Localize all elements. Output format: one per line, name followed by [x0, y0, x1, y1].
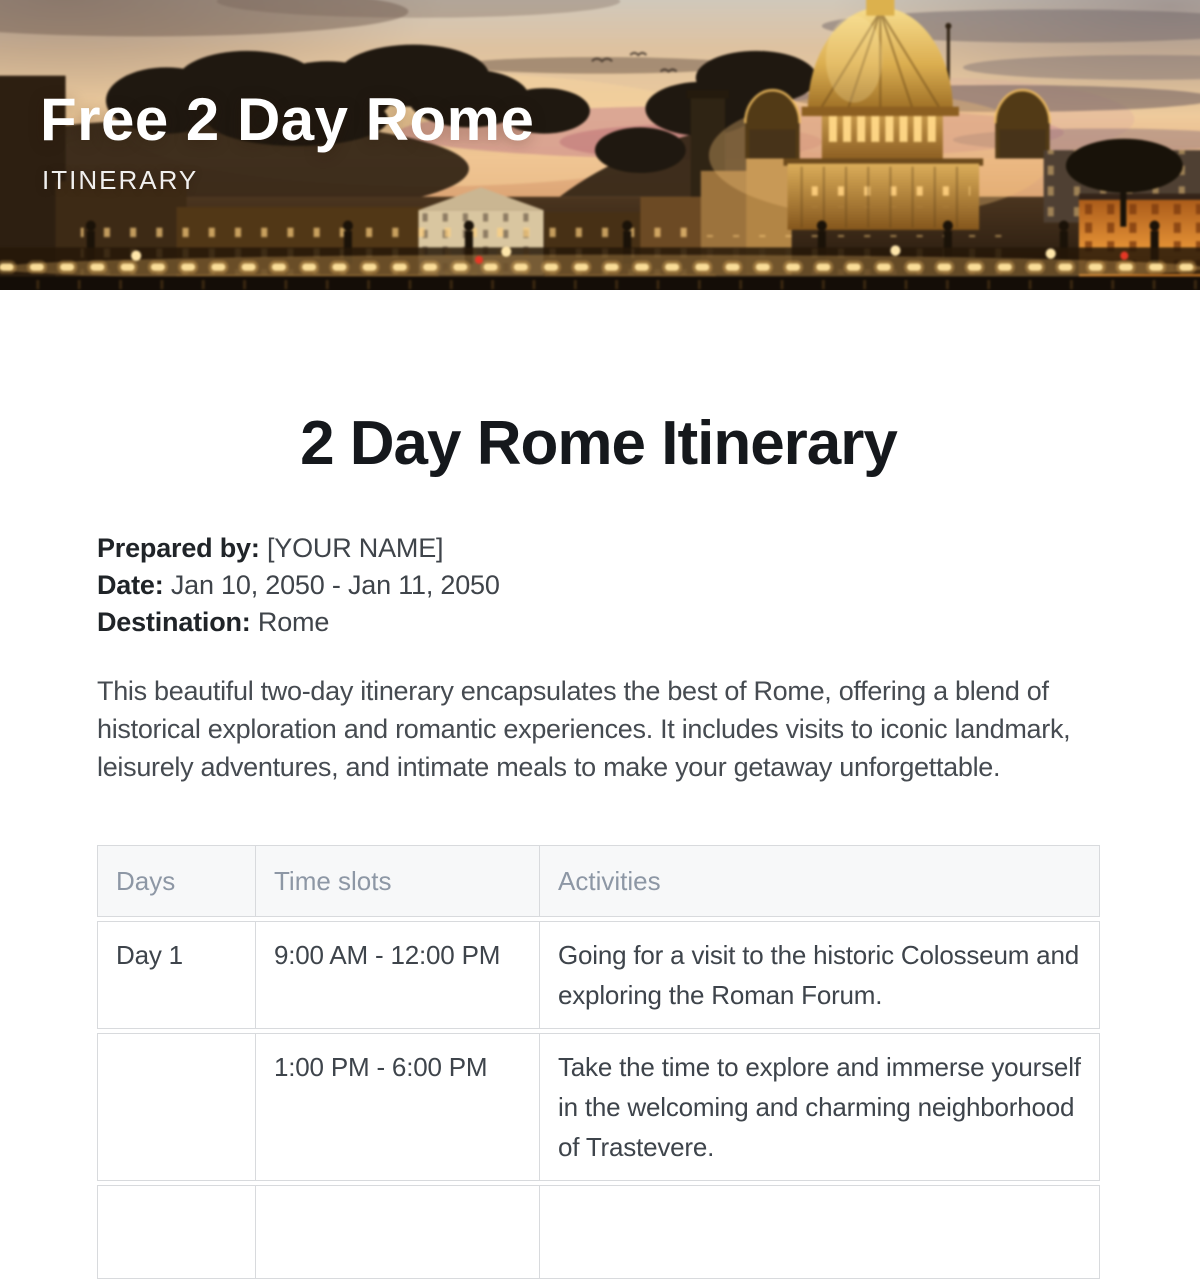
itinerary-table: [97, 841, 1100, 1283]
cell-time: [256, 1185, 540, 1279]
hero-banner: [0, 0, 1200, 290]
meta-line-destination: [97, 604, 1120, 641]
table-header-days: Days: [97, 845, 256, 917]
meta-block: [97, 530, 1120, 641]
cell-time: 1:00 PM - 6:00 PM: [256, 1033, 540, 1181]
document-body: [0, 409, 1200, 1283]
meta-label: Prepared by:: [97, 533, 260, 563]
cell-activity: Going for a visit to the historic Colosseum and exploring the Roman Forum.: [540, 921, 1100, 1029]
page-title: 2 Day Rome Itinerary: [300, 409, 897, 478]
cell-day: Day 1: [97, 921, 256, 1029]
meta-label: Destination:: [97, 607, 251, 637]
cell-day: [97, 1185, 256, 1279]
cell-time: 9:00 AM - 12:00 PM: [256, 921, 540, 1029]
cell-day: [97, 1033, 256, 1181]
hero-text-block: [40, 88, 534, 194]
meta-value: Jan 10, 2050 - Jan 11, 2050: [170, 570, 500, 600]
cell-activity: [540, 1185, 1100, 1279]
meta-line-prepared-by: [97, 530, 1120, 567]
table-header-row: [97, 845, 1100, 917]
table-row: [97, 921, 1100, 1029]
hero-subtitle: ITINERARY: [42, 165, 199, 195]
cell-activity: Take the time to explore and immerse yourself in the welcoming and charming neighborhood of Trastevere.: [540, 1033, 1100, 1181]
meta-line-date: [97, 567, 1120, 604]
meta-value: [YOUR NAME]: [266, 533, 444, 563]
hero-title: Free 2 Day Rome: [40, 86, 535, 153]
table-header-activities: Activities: [540, 845, 1100, 917]
table-row: [97, 1033, 1100, 1181]
table-header-time-slots: Time slots: [256, 845, 540, 917]
meta-value: Rome: [257, 607, 330, 637]
itinerary-description: This beautiful two-day itinerary encapsulates the best of Rome, offering a blend of historical exploration and romantic experiences. It includes visits to iconic landmark, leisurely adventures, and intimate meals to make your getaway unforgettable.: [97, 676, 1071, 782]
meta-label: Date:: [97, 570, 164, 600]
table-row: [97, 1185, 1100, 1279]
